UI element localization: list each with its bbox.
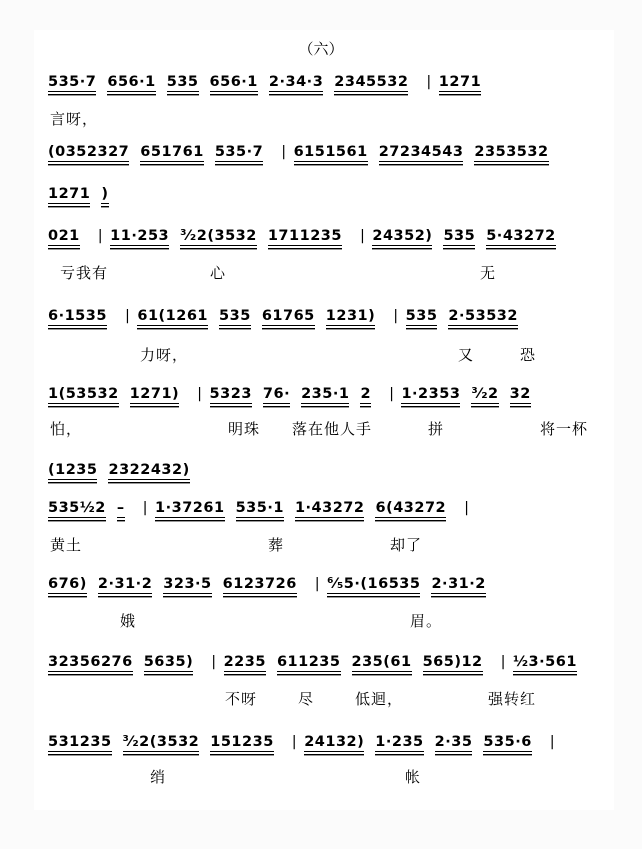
note-group: 6·1535 [48,308,107,324]
note-group: 2345532 [334,74,409,90]
barline: | [464,500,470,516]
note-group: 323·5 [163,576,212,592]
note-group: 2·35 [434,734,473,750]
note-group: 535·7 [214,144,264,160]
barline: | [97,228,104,244]
lyric-text: 强转红 [488,690,537,708]
note-group: – [116,500,125,516]
note-group: 535½2 [48,500,106,516]
note-group: 531235 [48,734,112,750]
note-group: 24352) [372,228,433,244]
barline: | [291,734,298,750]
barline: | [124,308,131,324]
lyric-text: 拼 [428,420,445,438]
note-group: 24132) [304,734,365,750]
notation-line [48,576,497,594]
note-group: 651761 [140,144,204,160]
lyric-text: 低迴， [355,690,404,708]
notation-line [48,654,588,672]
page-title: （六） [298,40,344,58]
note-group: 235(61 [351,654,412,670]
note-group: 6123726 [222,576,297,592]
note-group: 1·43272 [294,500,365,516]
lyric-text: 帐 [405,768,422,786]
lyric-text: 娥 [120,612,137,630]
note-group: 535·7 [48,74,97,90]
notation-line [48,144,560,162]
note-group: 151235 [210,734,274,750]
barline: | [500,654,507,670]
note-group: 2·31·2 [97,576,153,592]
lyric-text: 却了 [390,536,423,554]
note-group: 1(53532 [48,386,119,402]
lyric-text: 亏我有 [60,264,109,282]
barline: | [389,386,395,402]
note-group: 2353532 [474,144,549,160]
note-group: 5·43272 [486,228,556,244]
barline: | [197,386,203,402]
notation-line [48,386,542,404]
note-group: 1711235 [267,228,342,244]
note-group: 76· [262,386,291,402]
note-group: 2322432) [108,462,190,478]
lyric-text: 落在他人手 [292,420,373,438]
note-group: 1·37261 [155,500,225,516]
notation-line [48,734,562,752]
lyric-text: 无 [480,264,497,282]
note-group: 235·1 [301,386,350,402]
lyric-text: 言呀， [50,110,99,128]
barline: | [393,308,399,324]
barline: | [426,74,432,90]
note-group: 535 [166,74,199,90]
notation-line [48,308,529,326]
note-group: 61(1261 [137,308,209,324]
note-group: 565)12 [422,654,483,670]
note-group: 535 [443,228,476,244]
note-group: ½3·561 [513,654,577,670]
lyric-text: 恐 [520,346,537,364]
barline: | [549,734,556,750]
note-group: ) [101,186,109,202]
note-group: 2·31·2 [431,576,486,592]
note-group: 656·1 [107,74,156,90]
notation-line [48,500,477,518]
note-group: 5635) [143,654,194,670]
lyric-text: 又 [458,346,475,364]
barline: | [211,654,217,670]
note-group: 61765 [261,308,315,324]
note-group: 611235 [276,654,341,670]
note-group: 1271) [129,386,180,402]
note-group: 32356276 [48,654,133,670]
lyric-text: 葬 [268,536,285,554]
lyric-text: 不呀 [225,690,258,708]
notation-line [48,228,567,246]
note-group: (0352327 [48,144,130,160]
note-group: 6151561 [293,144,368,160]
notation-line [48,462,201,480]
note-group: 676) [48,576,87,592]
note-group: 32 [509,386,531,402]
note-group: 27234543 [378,144,464,160]
lyric-text: 怕， [50,420,83,438]
note-group: 656·1 [209,74,258,90]
lyric-text: 眉。 [410,612,443,630]
barline: | [281,144,287,160]
barline: | [142,500,149,516]
note-group: ³⁄₂2 [471,386,499,402]
lyric-text: 将一杯 [540,420,589,438]
note-group: 1271 [438,74,482,90]
note-group: 1·2353 [401,386,461,402]
note-group: ⁶⁄₅5·(16535 [327,576,421,592]
note-group: 1231) [325,308,376,324]
note-group: 2·34·3 [268,74,324,90]
note-group: 535·6 [483,734,532,750]
lyric-text: 黄土 [50,536,83,554]
barline: | [359,228,366,244]
note-group: 2·53532 [448,308,518,324]
note-group: 1·235 [375,734,424,750]
lyric-text: 绡 [150,768,167,786]
note-group: (1235 [48,462,98,478]
note-group: 1271 [48,186,91,202]
lyric-text: 力呀， [140,346,189,364]
note-group: 021 [48,228,80,244]
note-group: 2235 [223,654,266,670]
note-group: 11·253 [110,228,170,244]
lyric-text: 心 [210,264,227,282]
barline: | [314,576,321,592]
note-group: 6(43272 [375,500,447,516]
note-group: ³⁄₂2(3532 [122,734,200,750]
lyric-text: 明珠 [228,420,261,438]
note-group: 535·1 [235,500,284,516]
note-group: ³⁄₂2(3532 [180,228,257,244]
note-group: 2 [360,386,372,402]
note-group: 535 [405,308,438,324]
notation-line [48,74,492,92]
lyric-text: 尽 [298,690,315,708]
note-group: 5323 [209,386,252,402]
notation-line [48,186,120,204]
note-group: 535 [219,308,251,324]
